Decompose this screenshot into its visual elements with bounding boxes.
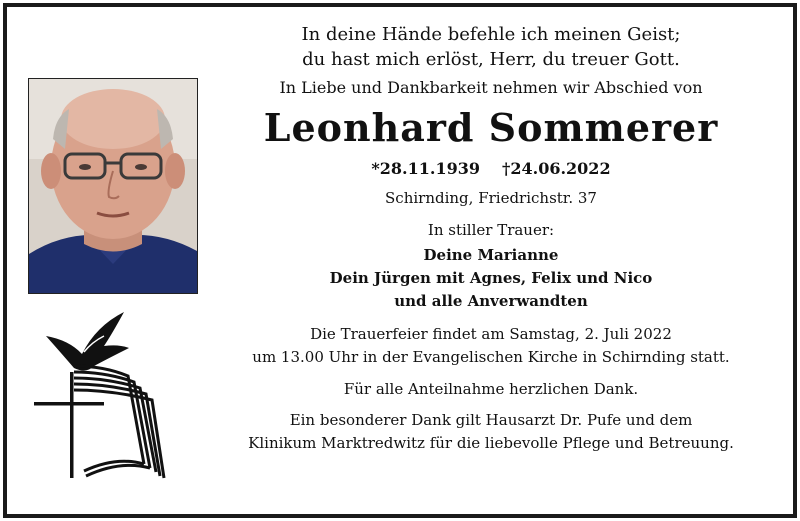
death-date: †24.06.2022	[502, 159, 611, 178]
thanks-text: Für alle Anteilnahme herzlichen Dank.	[343, 380, 639, 398]
verse-line: du hast mich erlöst, Herr, du treuer Gott.	[302, 49, 680, 70]
funeral-info	[206, 323, 776, 369]
deceased-name: Leonhard Sommerer	[263, 105, 719, 150]
address: Schirnding, Friedrichstr. 37	[385, 189, 597, 207]
special-thanks-line: Klinikum Marktredwitz für die liebevolle Pflege und Betreuung.	[248, 434, 734, 452]
special-thanks-line: Ein besonderer Dank gilt Hausarzt Dr. Pufe und dem	[289, 411, 693, 429]
obituary-card	[3, 3, 797, 518]
mourner-line: Deine Marianne	[423, 246, 559, 264]
bible-verse	[206, 22, 776, 72]
life-dates	[206, 157, 776, 181]
funeral-info-line: Die Trauerfeier findet am Samstag, 2. Juli 2022	[310, 325, 672, 343]
mourners-list	[206, 244, 776, 313]
birth-date: *28.11.1939	[371, 159, 480, 178]
intro-text: In Liebe und Dankbarkeit nehmen wir Abschied von	[279, 78, 703, 97]
mourner-line: Dein Jürgen mit Agnes, Felix und Nico	[329, 269, 653, 287]
mourning-heading: In stiller Trauer:	[427, 221, 555, 239]
portrait-photo	[28, 78, 198, 294]
obituary-text	[206, 22, 776, 455]
verse-line: In deine Hände befehle ich meinen Geist;	[301, 24, 681, 45]
funeral-info-line: um 13.00 Uhr in der Evangelischen Kirche in Schirnding statt.	[252, 348, 730, 366]
special-thanks	[206, 409, 776, 455]
mourner-line: und alle Anverwandten	[394, 292, 588, 310]
dove-cross-book-icon	[24, 306, 174, 481]
